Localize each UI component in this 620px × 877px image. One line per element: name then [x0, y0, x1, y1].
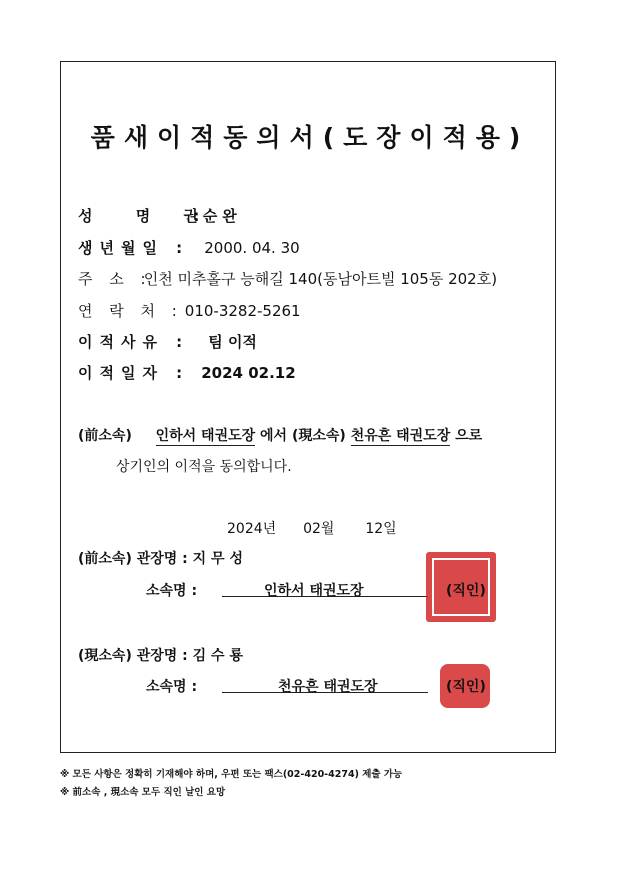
curr-tag: (現소속): [291, 428, 346, 444]
curr-director-label: 관장명 :: [136, 648, 188, 664]
footnote-1: ※ 모든 사항은 정확히 기재해야 하며, 우편 또는 팩스(02-420-4274) 제출 가능: [60, 769, 403, 780]
prev-gym-label: 소속명 :: [146, 583, 198, 599]
curr-gym-value: 천유흔 태권도장: [278, 679, 378, 695]
name-value: 권순완: [183, 207, 242, 225]
contact-row: [78, 300, 301, 321]
contact-value: 010-3282-5261: [184, 302, 301, 320]
sign-month: 02월: [303, 521, 335, 537]
address-row: [78, 268, 497, 289]
reason-row: [78, 331, 257, 352]
transfer-suffix: 으로: [455, 428, 483, 444]
curr-gym-row: [146, 676, 197, 696]
curr-director-row: [78, 645, 243, 665]
prev-director-label: 관장명 :: [136, 551, 188, 567]
address-value: 인천 미추홀구 능해길 140(동남아트빌 105동 202호): [143, 270, 498, 288]
sign-day: 12일: [365, 521, 397, 537]
date-label: 이적일자 :: [78, 364, 190, 382]
footnote-2: ※ 前소속 , 現소속 모두 직인 날인 요망: [60, 787, 226, 798]
prev-gym-row: [146, 580, 197, 600]
address-label: 주 소 :: [78, 270, 146, 288]
prev-tag: (前소속): [78, 428, 132, 444]
name-label: 성 명 :: [78, 207, 200, 225]
curr-gym-label: 소속명 :: [146, 679, 198, 695]
sign-year: 2024년: [227, 521, 277, 537]
sign-date: [227, 518, 397, 538]
transfer-sentence: [78, 425, 482, 445]
prev-section-tag: (前소속): [78, 551, 132, 567]
date-value: 2024 02.12: [201, 364, 296, 382]
prev-gym-value: 인하서 태권도장: [264, 583, 364, 599]
birth-label: 생년월일 :: [78, 239, 190, 257]
prev-director-value: 지 무 성: [192, 551, 243, 567]
contact-label: 연 락 처 :: [78, 302, 177, 320]
reason-value: 팀 이적: [208, 333, 257, 351]
prev-seal-label: (직인): [446, 583, 486, 599]
curr-gym: 천유흔 태권도장: [350, 428, 451, 444]
reason-label: 이적사유 :: [78, 333, 190, 351]
consent-text: 상기인의 이적을 동의합니다.: [116, 459, 292, 475]
curr-director-value: 김 수 룡: [192, 648, 243, 664]
curr-section-tag: (現소속): [78, 648, 132, 664]
transfer-middle: 에서: [260, 428, 288, 444]
prev-director-row: [78, 548, 243, 568]
birth-value: 2000. 04. 30: [204, 239, 300, 257]
document-title: 품새이적동의서(도장이적용): [90, 123, 530, 152]
curr-seal-label: (직인): [446, 679, 486, 695]
birth-row: [78, 237, 300, 258]
date-row: [78, 362, 296, 383]
name-row: [78, 205, 242, 226]
prev-gym: 인하서 태권도장: [155, 428, 256, 444]
